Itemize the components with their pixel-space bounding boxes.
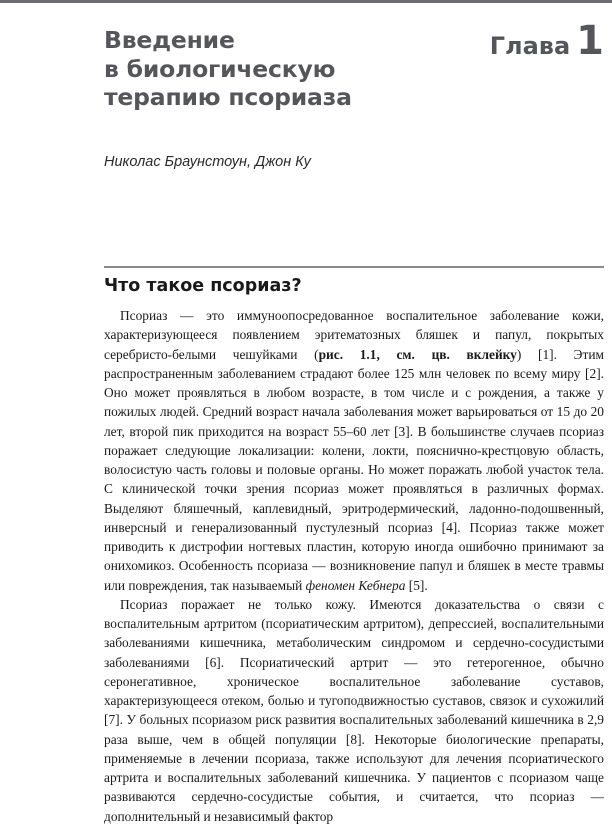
- chapter-title-line: терапию псориаза: [104, 83, 352, 111]
- chapter-number: 1: [576, 18, 604, 64]
- chapter-authors: Николас Браунстоун, Джон Ку: [104, 154, 311, 170]
- section-heading: Что такое псориаз?: [104, 276, 302, 296]
- chapter-title-line: в биологическую: [104, 54, 336, 83]
- paragraph-1-text-c: [5].: [405, 577, 428, 593]
- body-text: [104, 306, 604, 826]
- paragraph-1: [104, 306, 604, 595]
- paragraph-2: Псориаз поражает не только кожу. Имеются доказательства о связи с воспалительным артритом (псориатическим артритом), депрессией, воспалительными заболеваниями кишечника, метаболическим синдромом и сердечно-сосудистыми заболеваниями [6]. Псориатический артрит — это гетерогенное, обычно серонегативное, хроническое воспалительное заболевание суставов, характеризующееся отеком, болью и тугоподвижностью суставов, связок и сухожилий [7]. У больных псориазом риск развития воспалительных заболеваний кишечника в 2,9 раза выше, чем в общей популяции [8]. Некоторые биологические препараты, применяемые в лечении псориаза, также используют для лечения псориатического артрита и воспалительных заболеваний кишечника. У пациентов с псориазом чаще развиваются сердечно-сосудистые события, и считается, что псориаз — дополнительный и независимый фактор: [104, 596, 604, 824]
- top-rule: [0, 0, 612, 3]
- paragraph-1-text-a: Псориаз — это иммуноопосредованное воспалительное заболевание кожи, характеризующееся появлением эритематозных бляшек и папул, покрытых серебристо-белыми чешуйками (: [104, 308, 604, 362]
- chapter-label: [490, 18, 604, 64]
- section-divider: [104, 266, 604, 268]
- chapter-title-line: Введение: [104, 26, 235, 54]
- chapter-label-word: Глава: [489, 32, 571, 60]
- koebner-phenomenon-term: феномен Кебнера: [305, 577, 406, 593]
- figure-reference: рис. 1.1, см. цв. вклейку: [318, 346, 517, 362]
- chapter-title: [104, 26, 464, 112]
- paragraph-1-text-b: ) [1]. Этим распространенным заболеванием страдают более 125 млн человек по всему миру [2]. Оно может проявляться в любом возрасте, в том числе и с рождения, а также у пожилых людей. Средний возраст начала заболевания может варьироваться от 15 до 20 лет, второй пик приходится на возраст 55–60 лет [3]. В большинстве случаев псориаз поражает следующие локализации: колени, локти, пояснично-крестцовую область, волосистую часть головы и половые органы. Но может поражать любой участок тела. С клинической точки зрения псориаз может проявляться в различных формах. Выделяют бляшечный, каплевидный, эритродермический, ладонно-подошвенный, инверсный и генерализованный пустулезный псориаз [4]. Псориаз также может приводить к дистрофии ногтевых пластин, которую иногда ошибочно принимают за онихомикоз. Особенность псориаза — возникновение папул и бляшек в месте травмы или повреждения, так называемый: [104, 346, 604, 593]
